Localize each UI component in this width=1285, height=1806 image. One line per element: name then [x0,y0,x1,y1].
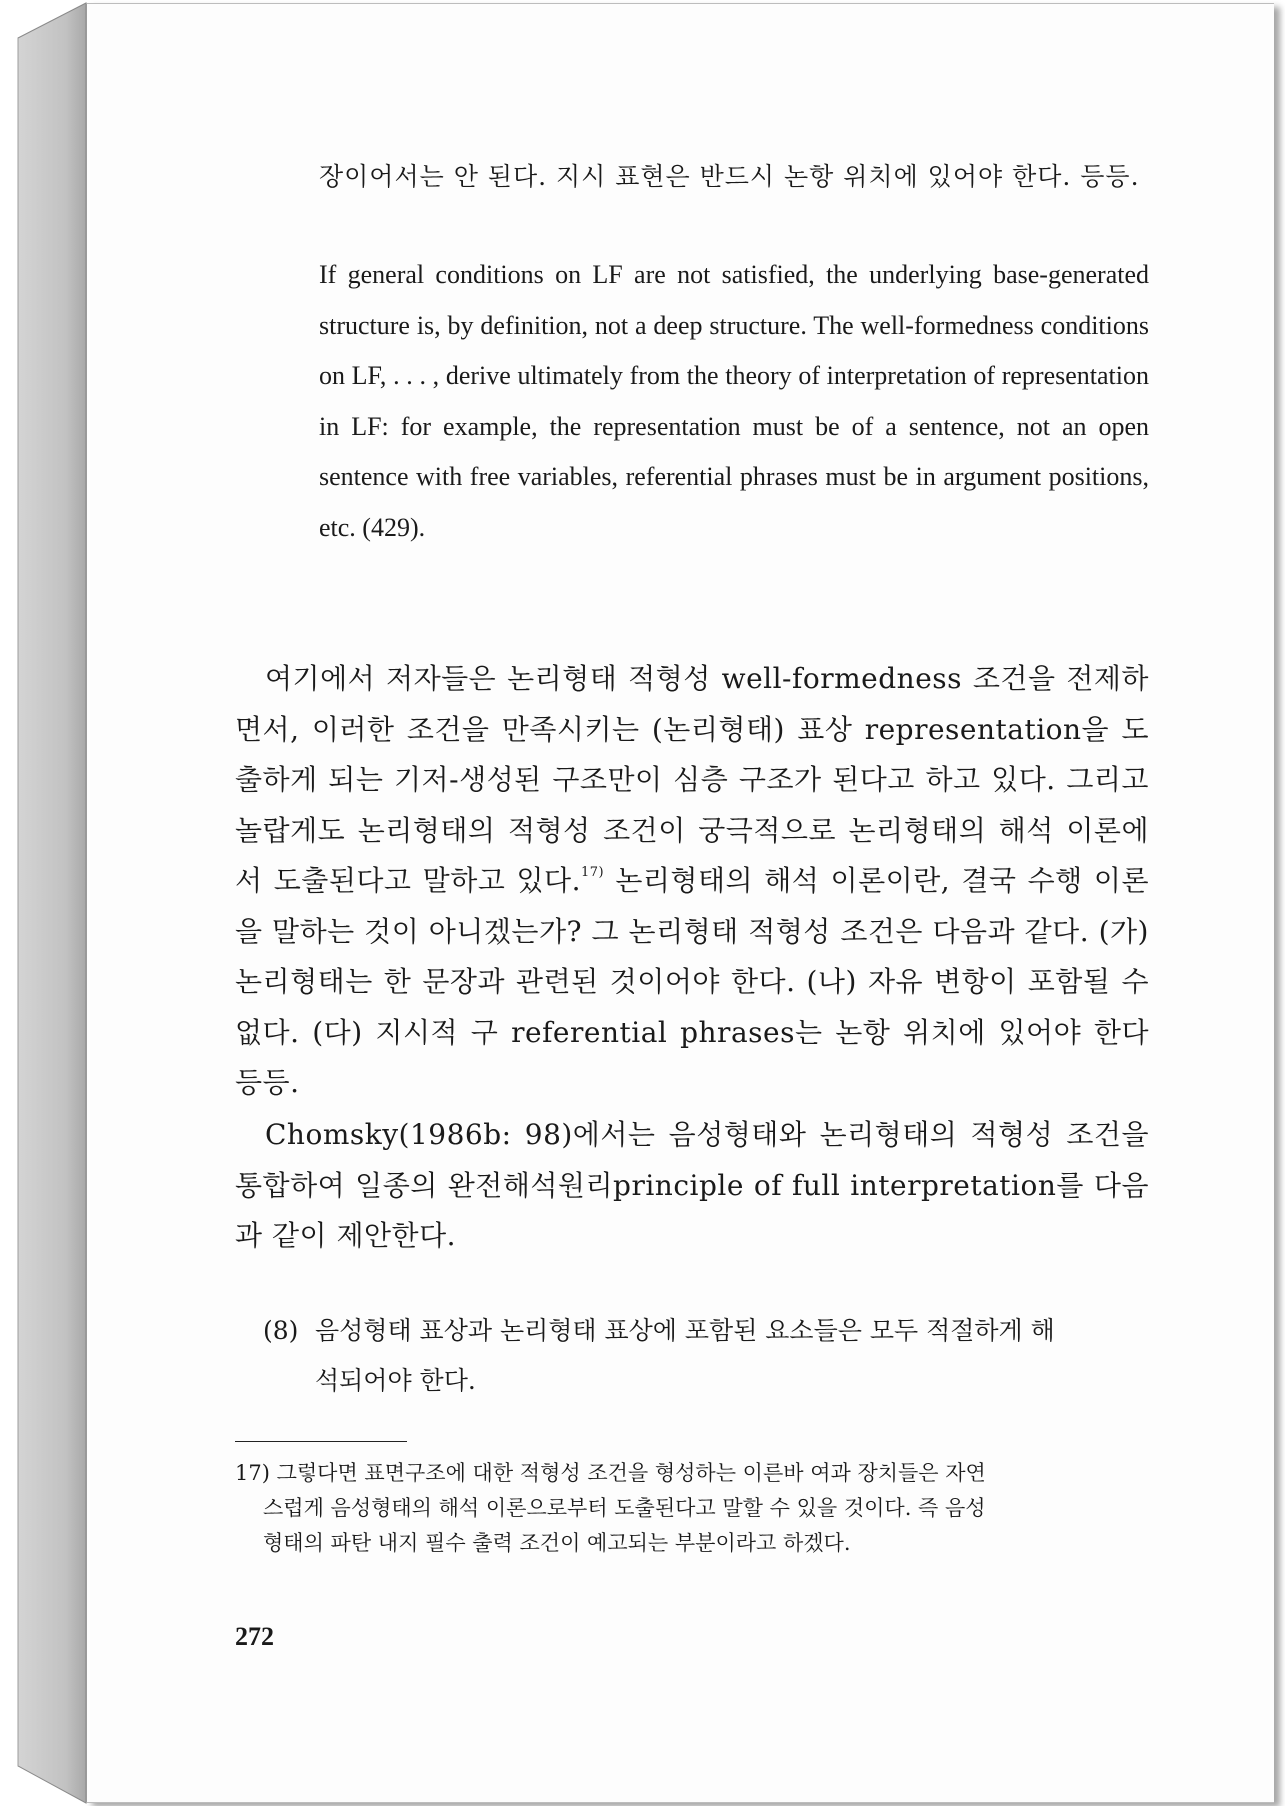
footnote-line-2: 스럽게 음성형태의 해석 이론으로부터 도출된다고 말할 수 있을 것이다. 즉 음성 [263,1496,986,1520]
footnote-line-3: 형태의 파탄 내지 필수 출력 조건이 예고되는 부분이라고 하겠다. [263,1531,851,1555]
book-spine [0,0,88,1806]
paragraph-1-text-b: 논리형태의 해석 이론이란, 결국 수행 이론을 말하는 것이 아니겠는가? 그 논리형태 적형성 조건은 다음과 같다. (가) 논리형태는 한 문장과 관련된 것이어야 한다. (나) 자유 변항이 포함될 수 없다. (다) 지시적 구 referential phrases는 논항 위치에 있어야 한다 등등. [235,864,1150,1099]
footnote-reference: 17) [581,865,605,880]
body-paragraph-2: Chomsky(1986b: 98)에서는 음성형태와 논리형태의 적형성 조건을 통합하여 일종의 완전해석원리principle of full interpretation를 다음과 같이 제안한다. [235,1118,1149,1252]
footnote-divider [235,1441,407,1442]
book-page [86,3,1274,1803]
example-line-1: 음성형태 표상과 논리형태 표상에 포함된 요소들은 모두 적절하게 해 [315,1316,1055,1345]
paragraph-1-text-a: 여기에서 저자들은 논리형태 적형성 well-formedness 조건을 전제하면서, 이러한 조건을 만족시키는 (논리형태) 표상 representation을 도출하게 되는 기저-생성된 구조만이 심층 구조가 된다고 하고 있다. 그리고 놀랍게도 논리형태의 적형성 조건이 궁극적으로 논리형태의 해석 이론에서 도출된다고 말하고 있다. [235,662,1149,897]
numbered-example [263,1306,1149,1406]
block-quote-english: If general conditions on LF are not satisfied, the underlying base-generated structure is, by definition, not a deep structure. The well-formedness conditions on LF, . . . , derive ultimately from the theory of interpretation of representation in LF: for example, the representation must be of a sentence, not an open sentence with free variables, referential phrases must be in argument positions, etc. (429). [319,260,1149,542]
example-line-2: 석되어야 한다. [315,1366,476,1395]
footnote-line-1: 그렇다면 표면구조에 대한 적형성 조건을 형성하는 이른바 여과 장치들은 자연 [276,1461,986,1485]
footnote-marker: 17) [235,1461,270,1485]
block-quote-korean: 장이어서는 안 된다. 지시 표현은 반드시 논항 위치에 있어야 한다. 등등. [319,162,1140,191]
footnote [235,1456,1149,1561]
page-number: 272 [235,1622,274,1651]
book-spine-shape [0,0,88,1806]
body-paragraph-1 [235,654,1149,1109]
example-number: (8) [263,1316,299,1345]
